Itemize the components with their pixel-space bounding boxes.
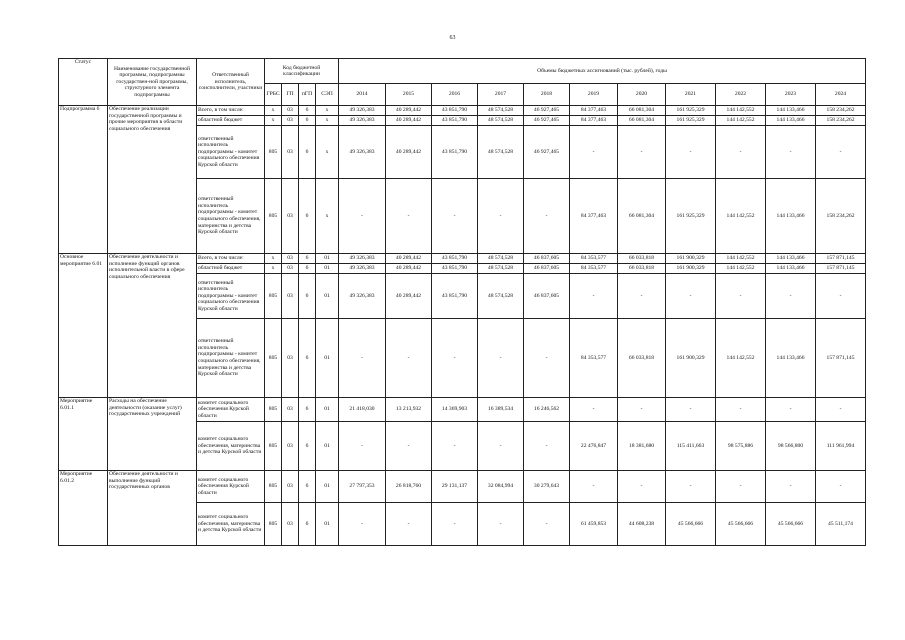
row-code-gp: 03 bbox=[282, 126, 299, 179]
row-value: 46 837,605 bbox=[524, 274, 570, 319]
header-year: 2019 bbox=[570, 84, 618, 106]
row-value: 29 131,137 bbox=[432, 471, 478, 503]
row-executor: ответственный исполнитель подпрограммы - комитет социального обеспечения, материнства и детства Курской области bbox=[197, 319, 265, 398]
row-code-oem: 01 bbox=[316, 254, 339, 264]
row-value: - bbox=[478, 503, 524, 546]
row-value: - bbox=[766, 274, 816, 319]
row-value: - bbox=[816, 274, 866, 319]
row-value: - bbox=[478, 422, 524, 471]
row-value: 111 961,994 bbox=[816, 422, 866, 471]
row-value: - bbox=[524, 422, 570, 471]
row-value: 45 566,666 bbox=[716, 503, 766, 546]
row-value: 49 326,383 bbox=[339, 106, 386, 116]
row-name: Обеспечение деятельности и исполнение функций органов исполнительной власти в сфере социального обеспечения bbox=[108, 254, 197, 398]
row-value: 49 326,383 bbox=[339, 264, 386, 274]
row-value: 158 234,262 bbox=[816, 106, 866, 116]
row-value: - bbox=[478, 179, 524, 254]
row-value: 45 511,174 bbox=[816, 503, 866, 546]
row-value: 84 353,577 bbox=[570, 254, 618, 264]
row-value: 16 389,534 bbox=[478, 398, 524, 422]
row-value: - bbox=[570, 398, 618, 422]
row-code-gp: 03 bbox=[282, 503, 299, 546]
row-value: 48 574,528 bbox=[478, 274, 524, 319]
row-value: 66 033,818 bbox=[618, 254, 666, 264]
row-value: - bbox=[716, 126, 766, 179]
row-value: 84 353,577 bbox=[570, 264, 618, 274]
row-status: Мероприятие 6.01.2 bbox=[59, 471, 108, 546]
row-value: 84 377,463 bbox=[570, 179, 618, 254]
row-value: - bbox=[816, 471, 866, 503]
row-code-grbs: 805 bbox=[265, 471, 282, 503]
row-value: - bbox=[570, 274, 618, 319]
row-value: - bbox=[386, 179, 432, 254]
row-value: 161 900,329 bbox=[666, 254, 716, 264]
row-value: - bbox=[618, 398, 666, 422]
row-value: 48 574,528 bbox=[478, 106, 524, 116]
row-value: 144 133,466 bbox=[766, 319, 816, 398]
row-value: 161 900,329 bbox=[666, 319, 716, 398]
header-year: 2022 bbox=[716, 84, 766, 106]
row-value: 161 925,329 bbox=[666, 116, 716, 126]
row-value: 46 927,465 bbox=[524, 106, 570, 116]
header-name: Наименование государственной программы, подпрограммы государствен-ной программы, структурного элемента подпрограммы bbox=[108, 59, 197, 106]
row-code-grbs: x bbox=[265, 116, 282, 126]
row-name: Расходы на обеспечение деятельности (оказание услуг) государственных учреждений bbox=[108, 398, 197, 471]
row-value: 46 927,465 bbox=[524, 116, 570, 126]
row-value: 157 871,145 bbox=[816, 319, 866, 398]
row-value: - bbox=[524, 503, 570, 546]
row-code-pgp: 6 bbox=[299, 398, 316, 422]
row-value: 26 818,760 bbox=[386, 471, 432, 503]
row-value: 46 837,605 bbox=[524, 254, 570, 264]
row-value: 144 133,466 bbox=[766, 106, 816, 116]
row-code-grbs: 805 bbox=[265, 274, 282, 319]
row-value: 66 033,818 bbox=[618, 264, 666, 274]
row-value: - bbox=[339, 503, 386, 546]
row-code-pgp: 6 bbox=[299, 106, 316, 116]
row-value: 144 133,466 bbox=[766, 116, 816, 126]
header-year: 2021 bbox=[666, 84, 716, 106]
row-code-grbs: x bbox=[265, 254, 282, 264]
header-year: 2024 bbox=[816, 84, 866, 106]
row-value: 43 851,790 bbox=[432, 106, 478, 116]
row-code-gp: 03 bbox=[282, 422, 299, 471]
row-value: 84 353,577 bbox=[570, 319, 618, 398]
row-code-pgp: 6 bbox=[299, 471, 316, 503]
row-value: 22 476,847 bbox=[570, 422, 618, 471]
row-value: 48 574,528 bbox=[478, 264, 524, 274]
row-code-oem: 01 bbox=[316, 319, 339, 398]
row-value: 144 142,552 bbox=[716, 264, 766, 274]
row-value: - bbox=[339, 422, 386, 471]
row-value: - bbox=[766, 471, 816, 503]
row-value: 144 142,552 bbox=[716, 254, 766, 264]
row-code-oem: 01 bbox=[316, 398, 339, 422]
row-executor: областной бюджет bbox=[197, 116, 265, 126]
row-code-grbs: 805 bbox=[265, 503, 282, 546]
row-value: - bbox=[666, 471, 716, 503]
row-value: 157 871,145 bbox=[816, 264, 866, 274]
row-value: 43 851,790 bbox=[432, 264, 478, 274]
row-executor: комитет социального обеспечения Курской области bbox=[197, 398, 265, 422]
row-code-grbs: x bbox=[265, 264, 282, 274]
row-value: 66 081,304 bbox=[618, 179, 666, 254]
row-value: 161 900,329 bbox=[666, 264, 716, 274]
header-pgp: пГП bbox=[299, 84, 316, 106]
row-value: - bbox=[666, 126, 716, 179]
row-code-gp: 03 bbox=[282, 398, 299, 422]
row-value: 144 142,552 bbox=[716, 106, 766, 116]
row-code-pgp: 6 bbox=[299, 319, 316, 398]
header-code-group: Код бюджетной классификации bbox=[265, 59, 339, 84]
row-value: - bbox=[386, 422, 432, 471]
table-row bbox=[59, 471, 866, 503]
row-value: 45 566,666 bbox=[666, 503, 716, 546]
row-value: - bbox=[570, 471, 618, 503]
row-code-gp: 03 bbox=[282, 106, 299, 116]
row-value: - bbox=[524, 319, 570, 398]
row-code-oem: 01 bbox=[316, 471, 339, 503]
row-executor: Всего, в том числе: bbox=[197, 254, 265, 264]
row-code-pgp: 6 bbox=[299, 126, 316, 179]
row-value: 44 608,238 bbox=[618, 503, 666, 546]
row-value: 14 369,903 bbox=[432, 398, 478, 422]
row-value: 46 927,465 bbox=[524, 126, 570, 179]
header-year: 2015 bbox=[386, 84, 432, 106]
row-value: 49 326,383 bbox=[339, 116, 386, 126]
row-value: 43 851,790 bbox=[432, 116, 478, 126]
row-value: 30 279,643 bbox=[524, 471, 570, 503]
header-executor: Ответственный исполнитель, соисполнители, участники bbox=[197, 59, 265, 106]
row-value: - bbox=[432, 503, 478, 546]
row-value: 144 142,552 bbox=[716, 116, 766, 126]
row-value: 46 837,605 bbox=[524, 264, 570, 274]
row-code-gp: 03 bbox=[282, 471, 299, 503]
row-value: - bbox=[386, 503, 432, 546]
row-executor: ответственный исполнитель подпрограммы - комитет социального обеспечения Курской области bbox=[197, 126, 265, 179]
row-value: 115 411,663 bbox=[666, 422, 716, 471]
row-value: 40 289,442 bbox=[386, 106, 432, 116]
row-executor: комитет социального обеспечения Курской области bbox=[197, 471, 265, 503]
row-value: - bbox=[339, 179, 386, 254]
row-name: Обеспечение реализации государственной программы и прочие мероприятия в области социального обеспечения bbox=[108, 106, 197, 254]
row-code-pgp: 6 bbox=[299, 179, 316, 254]
row-value: - bbox=[478, 319, 524, 398]
row-value: 98 566,800 bbox=[766, 422, 816, 471]
row-value: - bbox=[618, 471, 666, 503]
row-value: - bbox=[716, 471, 766, 503]
row-value: 45 566,666 bbox=[766, 503, 816, 546]
row-value: 48 574,528 bbox=[478, 116, 524, 126]
row-executor: Всего, в том числе: bbox=[197, 106, 265, 116]
row-code-oem: 01 bbox=[316, 422, 339, 471]
row-value: - bbox=[432, 422, 478, 471]
header-year: 2014 bbox=[339, 84, 386, 106]
row-value: - bbox=[716, 398, 766, 422]
row-value: 16 246,562 bbox=[524, 398, 570, 422]
row-value: - bbox=[618, 274, 666, 319]
table-row bbox=[59, 398, 866, 422]
row-code-gp: 03 bbox=[282, 274, 299, 319]
row-code-pgp: 6 bbox=[299, 503, 316, 546]
table-row bbox=[59, 106, 866, 116]
row-value: 66 081,304 bbox=[618, 106, 666, 116]
row-value: 32 084,994 bbox=[478, 471, 524, 503]
row-executor: комитет социального обеспечения, материнства и детства Курской области bbox=[197, 422, 265, 471]
row-value: 144 142,552 bbox=[716, 179, 766, 254]
row-value: 13 213,932 bbox=[386, 398, 432, 422]
row-value: 66 081,304 bbox=[618, 116, 666, 126]
row-value: - bbox=[339, 319, 386, 398]
row-name: Обеспечение деятельности и выполнение функций государственных органов bbox=[108, 471, 197, 546]
row-code-grbs: 805 bbox=[265, 126, 282, 179]
row-code-oem: x bbox=[316, 116, 339, 126]
row-value: 49 326,383 bbox=[339, 274, 386, 319]
row-value: - bbox=[524, 179, 570, 254]
row-value: 18 381,680 bbox=[618, 422, 666, 471]
row-value: 43 851,790 bbox=[432, 274, 478, 319]
row-code-grbs: 805 bbox=[265, 319, 282, 398]
table-body bbox=[59, 106, 866, 546]
row-value: - bbox=[386, 319, 432, 398]
row-value: 48 574,528 bbox=[478, 254, 524, 264]
row-code-oem: x bbox=[316, 106, 339, 116]
row-value: 40 289,442 bbox=[386, 126, 432, 179]
row-value: - bbox=[816, 398, 866, 422]
row-code-oem: x bbox=[316, 126, 339, 179]
row-executor: областной бюджет bbox=[197, 264, 265, 274]
row-code-pgp: 6 bbox=[299, 116, 316, 126]
row-value: - bbox=[716, 274, 766, 319]
row-value: 158 234,262 bbox=[816, 179, 866, 254]
header-status: Статус bbox=[59, 59, 108, 106]
row-code-pgp: 6 bbox=[299, 422, 316, 471]
row-value: 161 925,329 bbox=[666, 179, 716, 254]
header-grbs: ГРБС bbox=[265, 84, 282, 106]
row-value: 43 851,790 bbox=[432, 254, 478, 264]
row-value: 66 033,818 bbox=[618, 319, 666, 398]
row-code-pgp: 6 bbox=[299, 254, 316, 264]
row-value: 40 289,442 bbox=[386, 254, 432, 264]
row-executor: комитет социального обеспечения, материнства и детства Курской области bbox=[197, 503, 265, 546]
row-value: 40 289,442 bbox=[386, 274, 432, 319]
row-value: - bbox=[816, 126, 866, 179]
page-number: 63 bbox=[449, 35, 456, 41]
row-value: 144 133,466 bbox=[766, 179, 816, 254]
row-value: - bbox=[618, 126, 666, 179]
row-value: 157 871,145 bbox=[816, 254, 866, 264]
row-code-gp: 03 bbox=[282, 179, 299, 254]
header-oem: СЭП bbox=[316, 84, 339, 106]
row-code-grbs: 805 bbox=[265, 179, 282, 254]
row-value: 40 289,442 bbox=[386, 116, 432, 126]
row-value: 49 326,383 bbox=[339, 126, 386, 179]
row-value: 158 234,262 bbox=[816, 116, 866, 126]
header-year: 2023 bbox=[766, 84, 816, 106]
row-code-oem: x bbox=[316, 179, 339, 254]
row-value: 43 851,790 bbox=[432, 126, 478, 179]
budget-table bbox=[58, 58, 866, 546]
row-code-oem: 01 bbox=[316, 264, 339, 274]
row-code-gp: 03 bbox=[282, 264, 299, 274]
row-executor: ответственный исполнитель подпрограммы - комитет социального обеспечения Курской области bbox=[197, 274, 265, 319]
row-value: - bbox=[666, 398, 716, 422]
row-value: 40 289,442 bbox=[386, 264, 432, 274]
header-year: 2018 bbox=[524, 84, 570, 106]
row-value: 161 925,329 bbox=[666, 106, 716, 116]
row-value: - bbox=[766, 126, 816, 179]
row-value: 84 377,463 bbox=[570, 116, 618, 126]
row-value: - bbox=[570, 126, 618, 179]
row-status: Мероприятие 6.01.1 bbox=[59, 398, 108, 471]
row-value: - bbox=[432, 319, 478, 398]
row-value: 144 133,466 bbox=[766, 254, 816, 264]
row-code-oem: 01 bbox=[316, 503, 339, 546]
row-code-gp: 03 bbox=[282, 254, 299, 264]
row-code-grbs: x bbox=[265, 106, 282, 116]
row-code-pgp: 6 bbox=[299, 274, 316, 319]
row-value: 98 575,886 bbox=[716, 422, 766, 471]
table-row bbox=[59, 254, 866, 264]
row-value: 144 142,552 bbox=[716, 319, 766, 398]
header-volumes: Объемы бюджетных ассигнований (тыс. рублей), годы bbox=[339, 59, 866, 84]
row-value: 84 377,463 bbox=[570, 106, 618, 116]
row-executor: ответственный исполнитель подпрограммы - комитет социального обеспечения, материнства и детства Курской области bbox=[197, 179, 265, 254]
row-code-gp: 03 bbox=[282, 116, 299, 126]
row-status: Подпрограмма 6 bbox=[59, 106, 108, 254]
header-year: 2016 bbox=[432, 84, 478, 106]
row-value: 61 459,853 bbox=[570, 503, 618, 546]
row-status: Основное мероприятие 6.01 bbox=[59, 254, 108, 398]
row-value: - bbox=[766, 398, 816, 422]
row-value: 48 574,528 bbox=[478, 126, 524, 179]
header-year: 2020 bbox=[618, 84, 666, 106]
row-value: 49 326,383 bbox=[339, 254, 386, 264]
row-code-oem: 01 bbox=[316, 274, 339, 319]
row-value: 144 133,466 bbox=[766, 264, 816, 274]
row-value: 27 797,353 bbox=[339, 471, 386, 503]
row-code-gp: 03 bbox=[282, 319, 299, 398]
row-value: - bbox=[432, 179, 478, 254]
row-code-grbs: 805 bbox=[265, 422, 282, 471]
row-value: - bbox=[666, 274, 716, 319]
header-gp: ГП bbox=[282, 84, 299, 106]
row-code-pgp: 6 bbox=[299, 264, 316, 274]
row-value: 21 418,030 bbox=[339, 398, 386, 422]
header-year: 2017 bbox=[478, 84, 524, 106]
row-code-grbs: 805 bbox=[265, 398, 282, 422]
